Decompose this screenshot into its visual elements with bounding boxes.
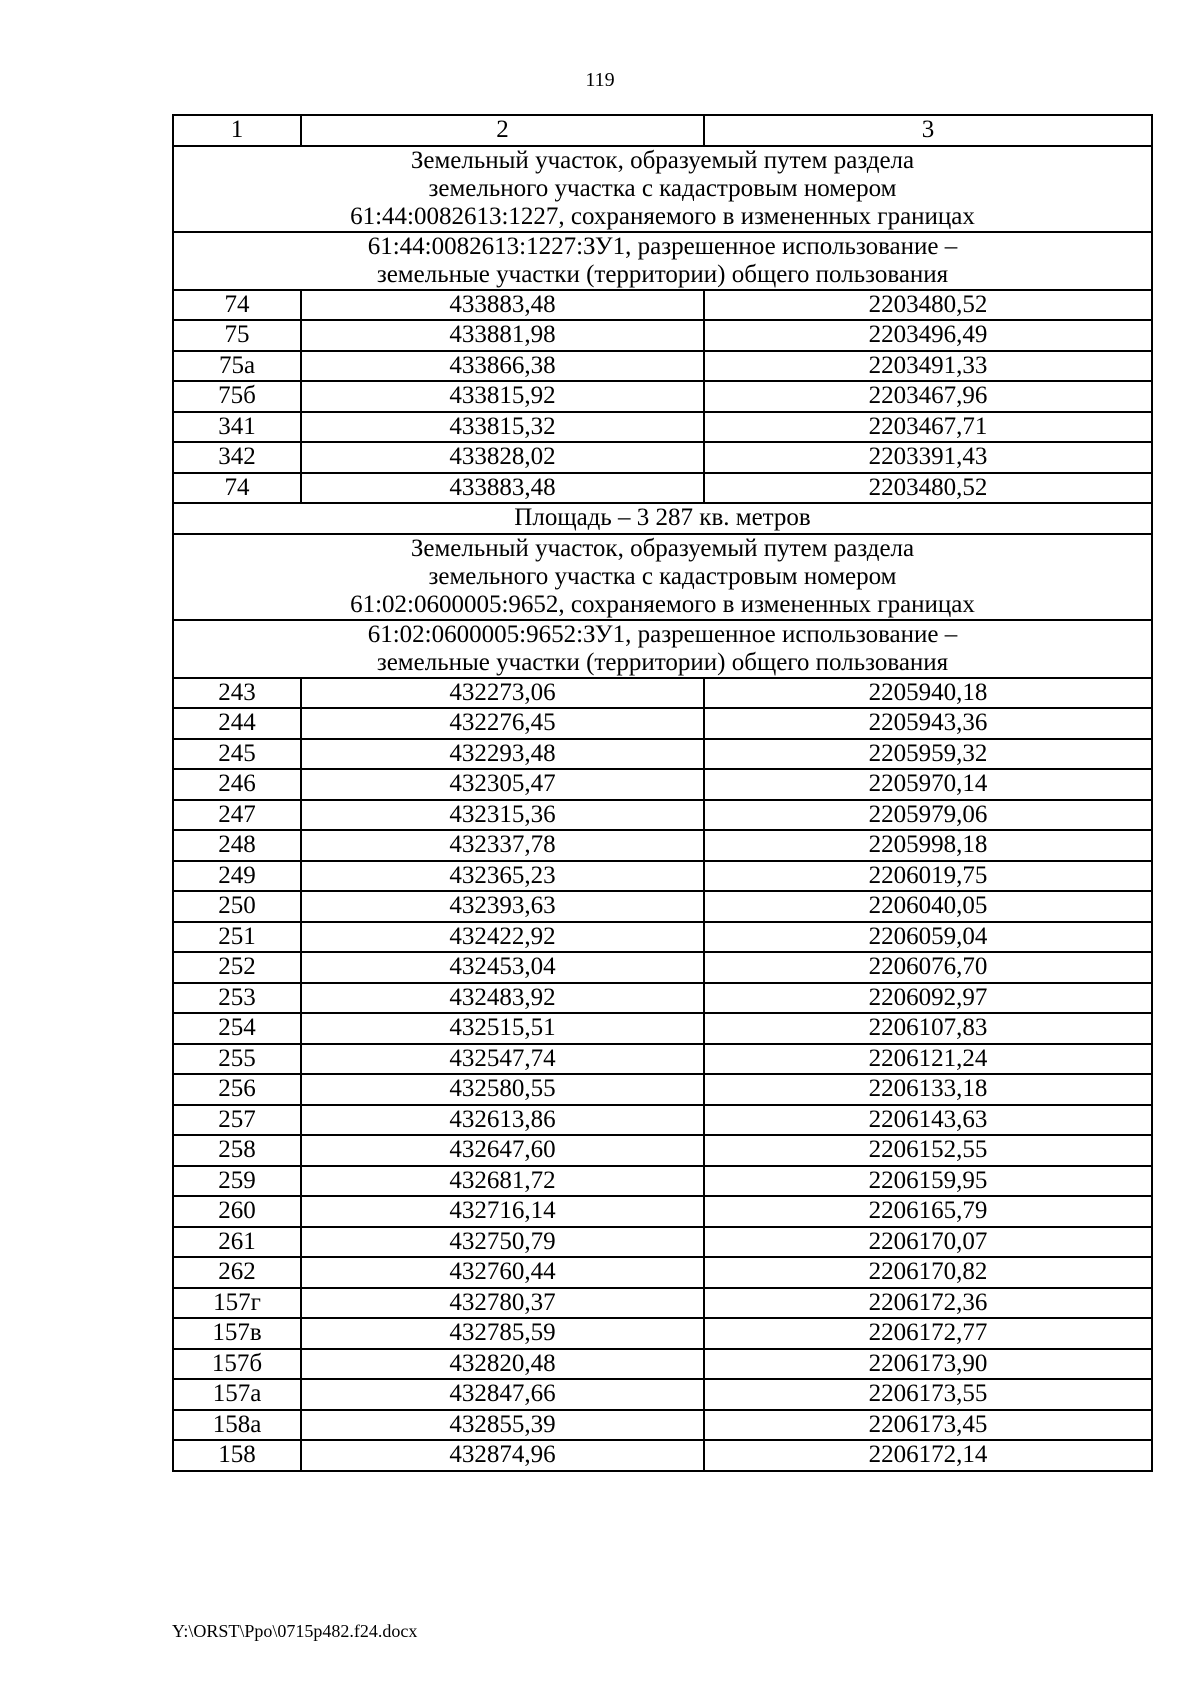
table-row xyxy=(173,739,1152,770)
point-number-cell: 75а xyxy=(173,351,301,382)
point-number-cell: 158 xyxy=(173,1440,301,1471)
section-title xyxy=(173,146,1152,232)
area-row xyxy=(173,503,1152,534)
x-coordinate-cell: 432365,23 xyxy=(301,861,704,892)
x-coordinate-cell: 432393,63 xyxy=(301,891,704,922)
section-title-row xyxy=(173,534,1152,620)
point-number-cell: 342 xyxy=(173,442,301,473)
section-title-line: 61:44:0082613:1227, сохраняемого в измененных границах xyxy=(350,202,975,230)
y-coordinate-cell: 2203467,71 xyxy=(704,412,1152,443)
x-coordinate-cell: 432613,86 xyxy=(301,1105,704,1136)
x-coordinate-cell: 432874,96 xyxy=(301,1440,704,1471)
point-number-cell: 157б xyxy=(173,1349,301,1380)
point-number-cell: 75 xyxy=(173,320,301,351)
y-coordinate-cell: 2206170,07 xyxy=(704,1227,1152,1258)
table-row xyxy=(173,952,1152,983)
point-number-cell: 245 xyxy=(173,739,301,770)
y-coordinate-cell: 2206172,36 xyxy=(704,1288,1152,1319)
x-coordinate-cell: 432785,59 xyxy=(301,1318,704,1349)
y-coordinate-cell: 2206172,77 xyxy=(704,1318,1152,1349)
x-coordinate-cell: 432305,47 xyxy=(301,769,704,800)
y-coordinate-cell: 2205979,06 xyxy=(704,800,1152,831)
point-number-cell: 157а xyxy=(173,1379,301,1410)
point-number-cell: 74 xyxy=(173,290,301,321)
point-number-cell: 157в xyxy=(173,1318,301,1349)
y-coordinate-cell: 2206170,82 xyxy=(704,1257,1152,1288)
point-number-cell: 157г xyxy=(173,1288,301,1319)
y-coordinate-cell: 2203491,33 xyxy=(704,351,1152,382)
table-row xyxy=(173,442,1152,473)
table-row xyxy=(173,678,1152,709)
section-title xyxy=(173,534,1152,620)
section-subtitle-line: земельные участки (территории) общего пользования xyxy=(376,260,949,288)
table-row xyxy=(173,381,1152,412)
x-coordinate-cell: 433866,38 xyxy=(301,351,704,382)
table-row xyxy=(173,922,1152,953)
table-row xyxy=(173,1105,1152,1136)
table-row xyxy=(173,1044,1152,1075)
x-coordinate-cell: 432647,60 xyxy=(301,1135,704,1166)
point-number-cell: 261 xyxy=(173,1227,301,1258)
table-row xyxy=(173,1074,1152,1105)
y-coordinate-cell: 2203496,49 xyxy=(704,320,1152,351)
y-coordinate-cell: 2206121,24 xyxy=(704,1044,1152,1075)
table-row xyxy=(173,320,1152,351)
table-row xyxy=(173,290,1152,321)
x-coordinate-cell: 432855,39 xyxy=(301,1410,704,1441)
x-coordinate-cell: 432780,37 xyxy=(301,1288,704,1319)
table-row xyxy=(173,1349,1152,1380)
y-coordinate-cell: 2206173,90 xyxy=(704,1349,1152,1380)
point-number-cell: 258 xyxy=(173,1135,301,1166)
table-row xyxy=(173,800,1152,831)
point-number-cell: 341 xyxy=(173,412,301,443)
table-row xyxy=(173,1013,1152,1044)
x-coordinate-cell: 433828,02 xyxy=(301,442,704,473)
table-row xyxy=(173,830,1152,861)
table-row xyxy=(173,708,1152,739)
table-row xyxy=(173,769,1152,800)
section-title-line: земельного участка с кадастровым номером xyxy=(428,174,897,202)
section-subtitle-row xyxy=(173,620,1152,678)
table-row xyxy=(173,412,1152,443)
y-coordinate-cell: 2203480,52 xyxy=(704,290,1152,321)
section-subtitle-line: земельные участки (территории) общего пользования xyxy=(376,648,949,676)
x-coordinate-cell: 432276,45 xyxy=(301,708,704,739)
point-number-cell: 244 xyxy=(173,708,301,739)
section-subtitle xyxy=(173,620,1152,678)
y-coordinate-cell: 2205959,32 xyxy=(704,739,1152,770)
table-row xyxy=(173,1196,1152,1227)
table-row xyxy=(173,1440,1152,1471)
section-subtitle-line: 61:44:0082613:1227:ЗУ1, разрешенное использование – xyxy=(367,232,958,260)
y-coordinate-cell: 2206076,70 xyxy=(704,952,1152,983)
section-title-row xyxy=(173,146,1152,232)
table-row xyxy=(173,1379,1152,1410)
x-coordinate-cell: 432681,72 xyxy=(301,1166,704,1197)
x-coordinate-cell: 433883,48 xyxy=(301,473,704,504)
area-cell: Площадь – 3 287 кв. метров xyxy=(173,503,1152,534)
x-coordinate-cell: 432483,92 xyxy=(301,983,704,1014)
point-number-cell: 75б xyxy=(173,381,301,412)
table-header-row xyxy=(173,115,1152,146)
table-row xyxy=(173,351,1152,382)
x-coordinate-cell: 432273,06 xyxy=(301,678,704,709)
table-row xyxy=(173,1135,1152,1166)
x-coordinate-cell: 432760,44 xyxy=(301,1257,704,1288)
point-number-cell: 158а xyxy=(173,1410,301,1441)
point-number-cell: 253 xyxy=(173,983,301,1014)
y-coordinate-cell: 2205943,36 xyxy=(704,708,1152,739)
y-coordinate-cell: 2203480,52 xyxy=(704,473,1152,504)
point-number-cell: 259 xyxy=(173,1166,301,1197)
y-coordinate-cell: 2206173,45 xyxy=(704,1410,1152,1441)
x-coordinate-cell: 432422,92 xyxy=(301,922,704,953)
section-title-line: Земельный участок, образуемый путем раздела xyxy=(410,534,915,562)
x-coordinate-cell: 432515,51 xyxy=(301,1013,704,1044)
y-coordinate-cell: 2206165,79 xyxy=(704,1196,1152,1227)
y-coordinate-cell: 2206059,04 xyxy=(704,922,1152,953)
point-number-cell: 255 xyxy=(173,1044,301,1075)
coordinates-table xyxy=(172,114,1153,1472)
table-row xyxy=(173,1318,1152,1349)
section-subtitle-row xyxy=(173,232,1152,290)
y-coordinate-cell: 2206133,18 xyxy=(704,1074,1152,1105)
table-row xyxy=(173,1288,1152,1319)
table-row xyxy=(173,1166,1152,1197)
coordinates-table-body xyxy=(173,115,1152,1471)
point-number-cell: 260 xyxy=(173,1196,301,1227)
x-coordinate-cell: 432293,48 xyxy=(301,739,704,770)
y-coordinate-cell: 2203467,96 xyxy=(704,381,1152,412)
x-coordinate-cell: 433883,48 xyxy=(301,290,704,321)
y-coordinate-cell: 2206152,55 xyxy=(704,1135,1152,1166)
x-coordinate-cell: 433881,98 xyxy=(301,320,704,351)
y-coordinate-cell: 2205970,14 xyxy=(704,769,1152,800)
y-coordinate-cell: 2206019,75 xyxy=(704,861,1152,892)
table-row xyxy=(173,1410,1152,1441)
section-title-line: земельного участка с кадастровым номером xyxy=(428,562,897,590)
point-number-cell: 250 xyxy=(173,891,301,922)
point-number-cell: 249 xyxy=(173,861,301,892)
table-row xyxy=(173,983,1152,1014)
table-row xyxy=(173,1257,1152,1288)
y-coordinate-cell: 2206143,63 xyxy=(704,1105,1152,1136)
point-number-cell: 243 xyxy=(173,678,301,709)
table-row xyxy=(173,861,1152,892)
x-coordinate-cell: 432547,74 xyxy=(301,1044,704,1075)
point-number-cell: 74 xyxy=(173,473,301,504)
y-coordinate-cell: 2205998,18 xyxy=(704,830,1152,861)
table-row xyxy=(173,891,1152,922)
y-coordinate-cell: 2206107,83 xyxy=(704,1013,1152,1044)
x-coordinate-cell: 432820,48 xyxy=(301,1349,704,1380)
x-coordinate-cell: 432453,04 xyxy=(301,952,704,983)
point-number-cell: 262 xyxy=(173,1257,301,1288)
point-number-cell: 256 xyxy=(173,1074,301,1105)
y-coordinate-cell: 2206040,05 xyxy=(704,891,1152,922)
y-coordinate-cell: 2206172,14 xyxy=(704,1440,1152,1471)
point-number-cell: 254 xyxy=(173,1013,301,1044)
point-number-cell: 257 xyxy=(173,1105,301,1136)
point-number-cell: 251 xyxy=(173,922,301,953)
point-number-cell: 246 xyxy=(173,769,301,800)
x-coordinate-cell: 432337,78 xyxy=(301,830,704,861)
section-subtitle-line: 61:02:0600005:9652:ЗУ1, разрешенное использование – xyxy=(367,620,958,648)
footer-file-path: Y:\ORST\Ppo\0715p482.f24.docx xyxy=(172,1621,418,1641)
y-coordinate-cell: 2205940,18 xyxy=(704,678,1152,709)
x-coordinate-cell: 432750,79 xyxy=(301,1227,704,1258)
x-coordinate-cell: 432580,55 xyxy=(301,1074,704,1105)
section-subtitle xyxy=(173,232,1152,290)
page-number: 119 xyxy=(585,69,615,91)
x-coordinate-cell: 433815,32 xyxy=(301,412,704,443)
section-title-line: 61:02:0600005:9652, сохраняемого в измененных границах xyxy=(350,590,975,618)
x-coordinate-cell: 432847,66 xyxy=(301,1379,704,1410)
y-coordinate-cell: 2203391,43 xyxy=(704,442,1152,473)
header-cell-2: 2 xyxy=(301,115,704,146)
table-row xyxy=(173,1227,1152,1258)
point-number-cell: 248 xyxy=(173,830,301,861)
x-coordinate-cell: 432716,14 xyxy=(301,1196,704,1227)
x-coordinate-cell: 432315,36 xyxy=(301,800,704,831)
y-coordinate-cell: 2206173,55 xyxy=(704,1379,1152,1410)
header-cell-3: 3 xyxy=(704,115,1152,146)
y-coordinate-cell: 2206092,97 xyxy=(704,983,1152,1014)
y-coordinate-cell: 2206159,95 xyxy=(704,1166,1152,1197)
table-row xyxy=(173,473,1152,504)
section-title-line: Земельный участок, образуемый путем раздела xyxy=(410,146,915,174)
x-coordinate-cell: 433815,92 xyxy=(301,381,704,412)
point-number-cell: 252 xyxy=(173,952,301,983)
header-cell-1: 1 xyxy=(173,115,301,146)
point-number-cell: 247 xyxy=(173,800,301,831)
